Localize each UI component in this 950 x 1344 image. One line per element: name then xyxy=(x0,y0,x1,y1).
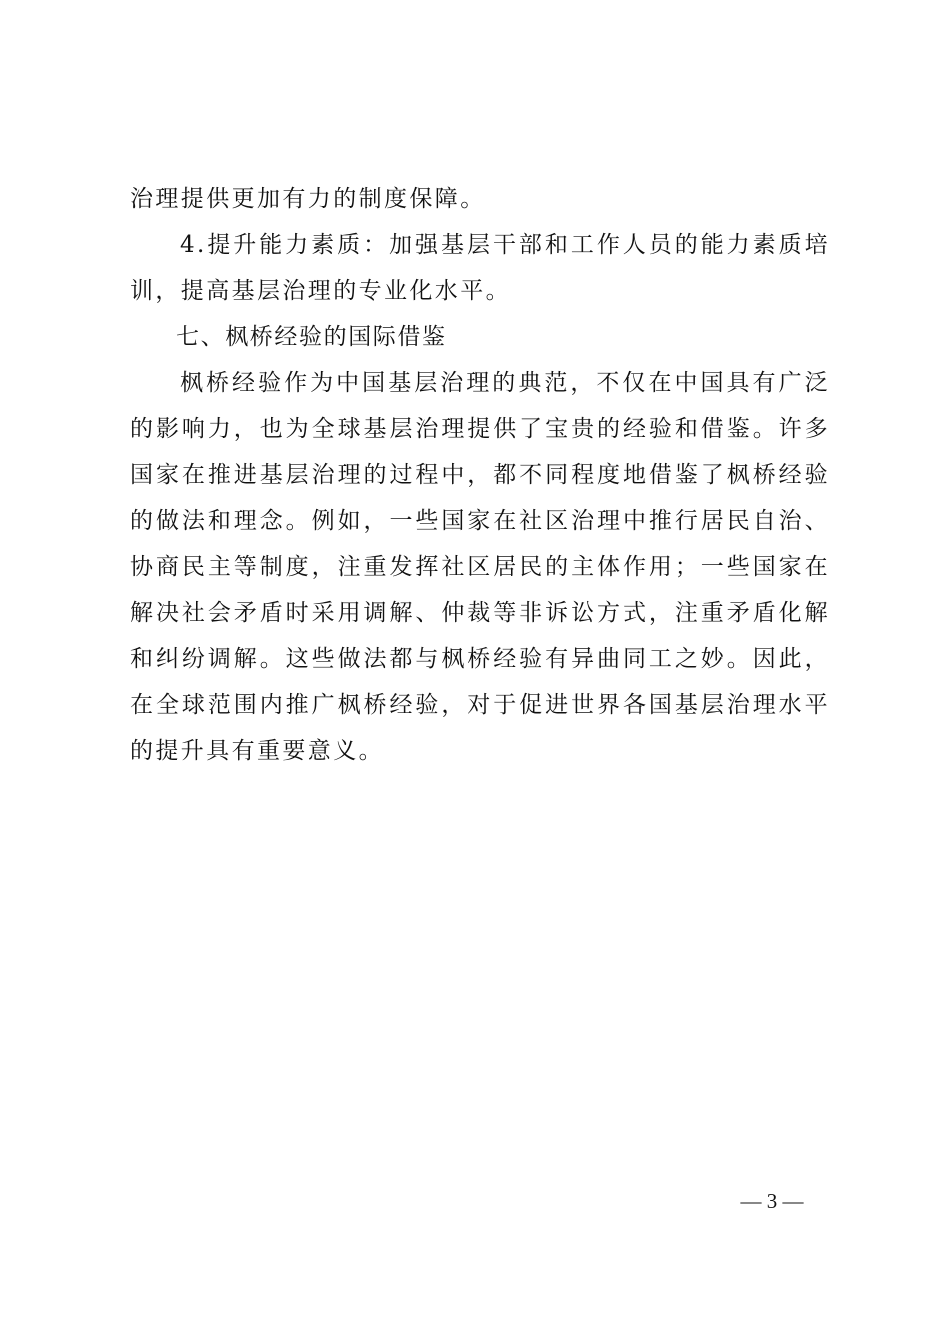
page-number: — 3 — xyxy=(740,1189,804,1213)
section-heading: 七、枫桥经验的国际借鉴 xyxy=(176,324,447,350)
document-body xyxy=(130,176,830,774)
paragraph-section-body: 枫桥经验作为中国基层治理的典范，不仅在中国具有广泛的影响力，也为全球基层治理提供了宝贵的经验和借鉴。许多国家在推进基层治理的过程中，都不同程度地借鉴了枫桥经验的做法和理念。例如，一些国家在社区治理中推行居民自治、协商民主等制度，注重发挥社区居民的主体作用；一些国家在解决社会矛盾时采用调解、仲裁等非诉讼方式，注重矛盾化解和纠纷调解。这些做法都与枫桥经验有异曲同工之妙。因此，在全球范围内推广枫桥经验，对于促进世界各国基层治理水平的提升具有重要意义。 xyxy=(130,370,830,764)
paragraph-item-4: 4.提升能力素质：加强基层干部和工作人员的能力素质培训，提高基层治理的专业化水平。 xyxy=(130,232,830,304)
paragraph-continuation: 治理提供更加有力的制度保障。 xyxy=(130,186,486,212)
